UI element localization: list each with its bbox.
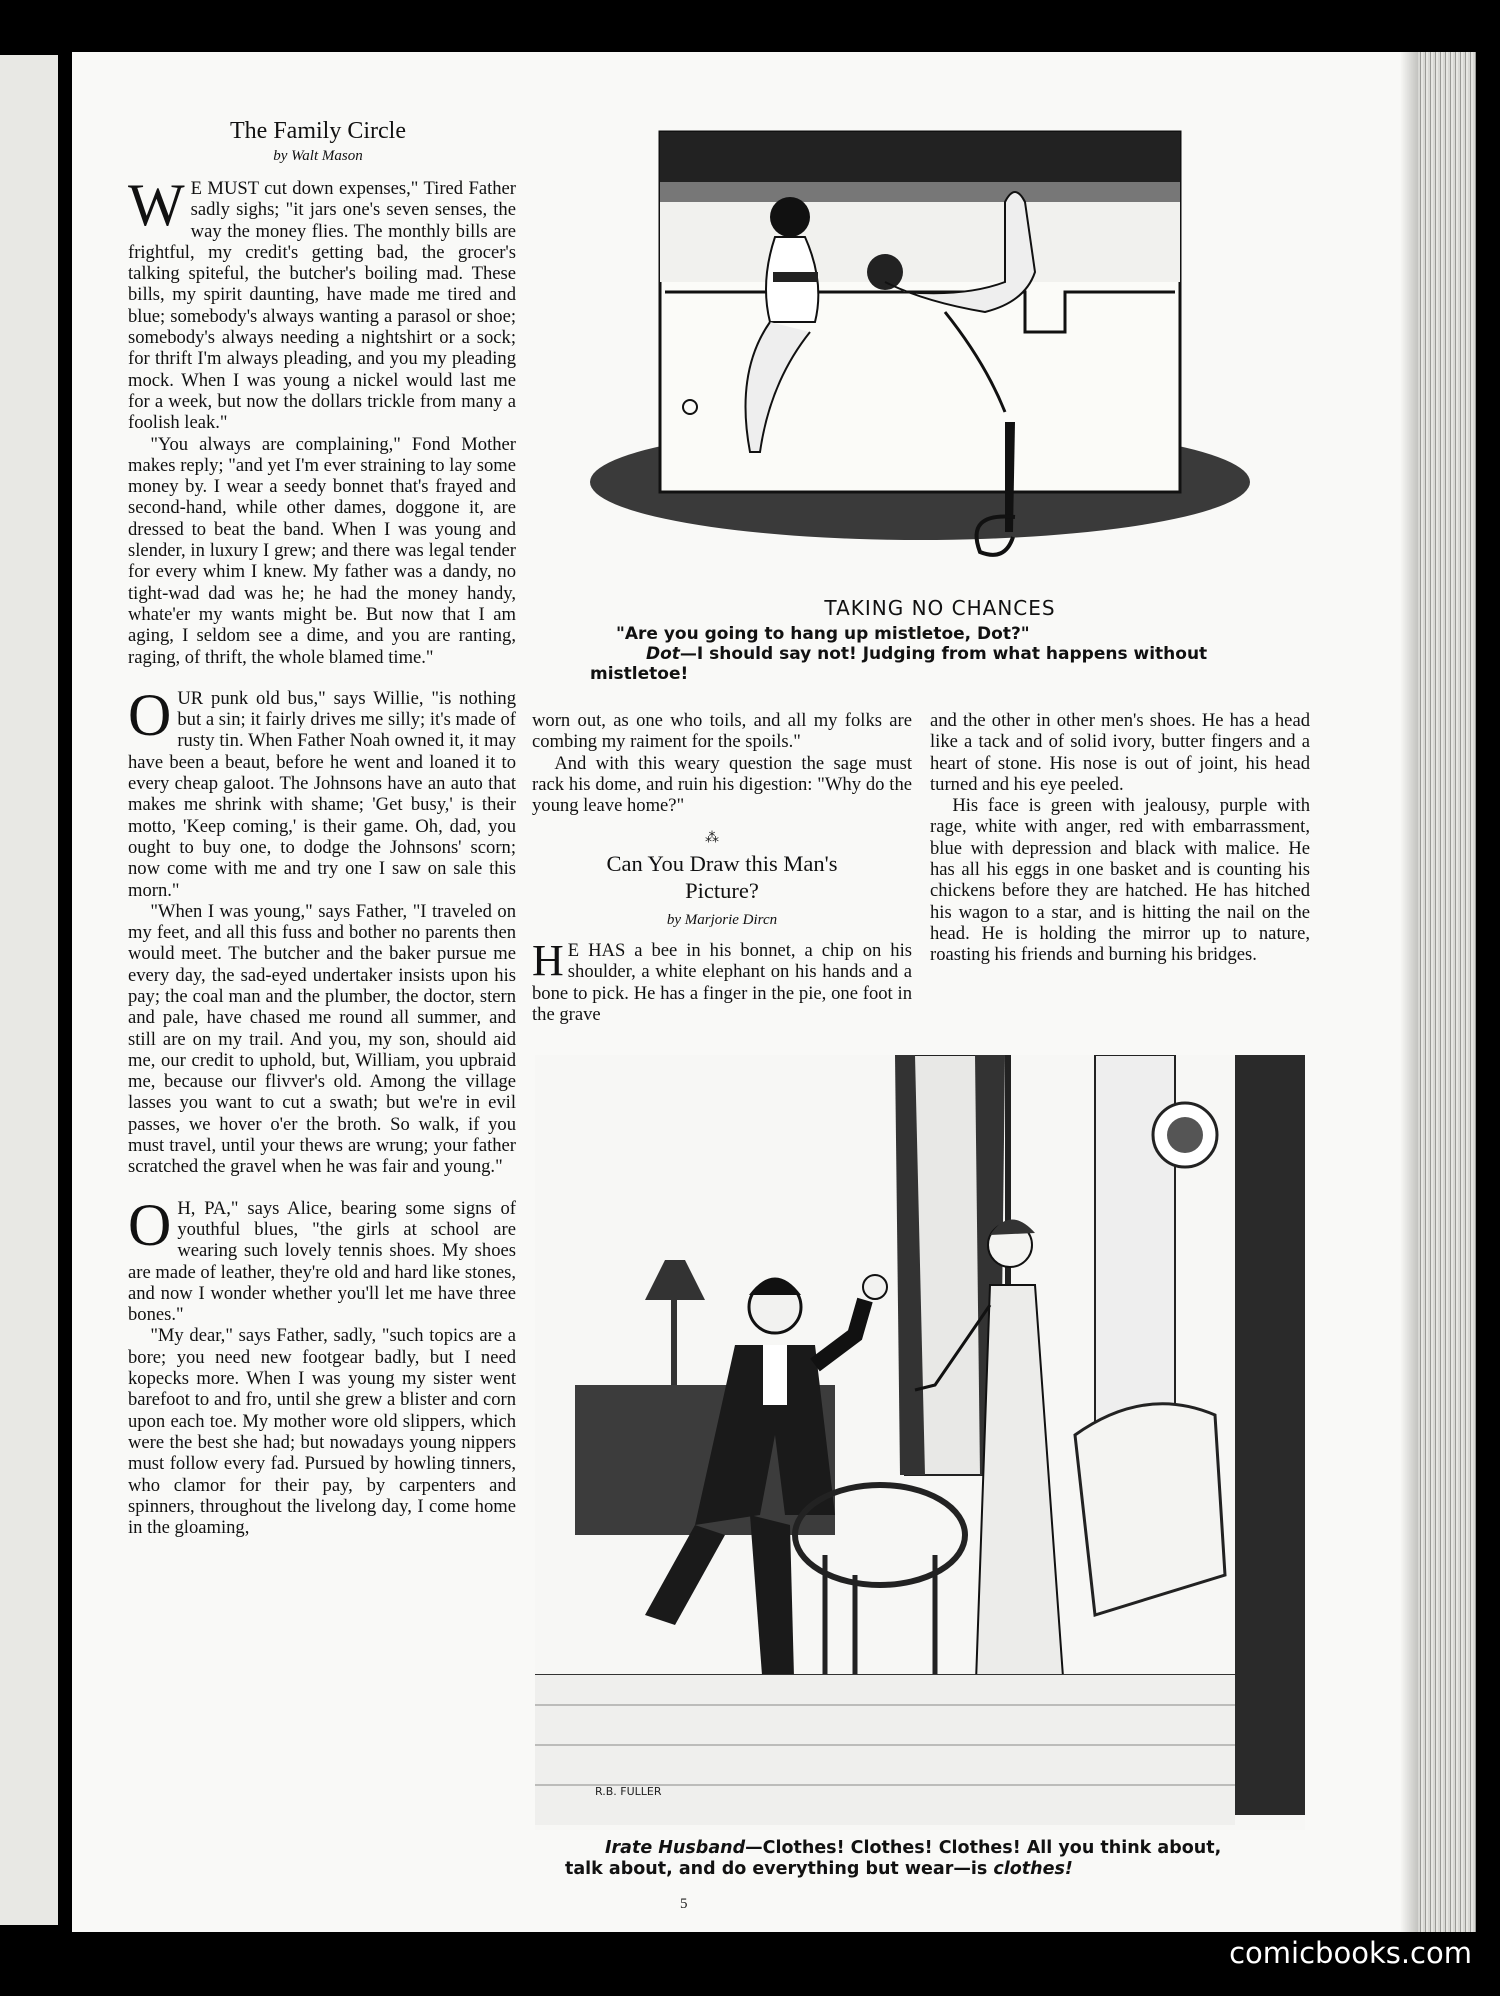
cartoon-caption-text bbox=[590, 624, 1270, 684]
paragraph: O H, PA," says Alice, bearing some signs of youthful blues, "the girls at school are wearing such lovely tennis shoes. My shoes are made of leather, they're old and hard like stones, and now I wonder whether you'll let me have three bones." bbox=[128, 1191, 516, 1326]
cartoon-illustration-irate-husband bbox=[535, 1055, 1305, 1830]
article-column-middle-lower bbox=[532, 936, 912, 1025]
speaker-name: Irate Husband bbox=[605, 1838, 746, 1858]
article-column-middle bbox=[532, 710, 912, 816]
facing-page-edge bbox=[0, 55, 58, 1925]
speaker-name: Dot bbox=[646, 644, 680, 664]
caption-line: "Are you going to hang up mistletoe, Dot?" bbox=[616, 624, 1030, 644]
drop-cap: O bbox=[128, 681, 172, 748]
paragraph: "You always are complaining," Fond Mother makes reply; "and yet I'm ever straining to lay some money by. I wear a seedy bonnet that's frayed and second-hand, while other dames, doggone it, are dressed to beat the band. When I was young and slender, in luxury I grew; and there was legal tender for every whim I knew. My father was a dandy, no tight-wad dad was he; he had the money handy, whate'er my wants might be. But now that I am aging, I seldom see a dime, and you are ranting, raging, of thrift, the whole blamed time." bbox=[128, 433, 516, 668]
article-title-family-circle: The Family Circle bbox=[230, 118, 406, 144]
article-byline-marjorie-dircn: by Marjorie Dircn bbox=[666, 912, 778, 928]
paragraph: "When I was young," says Father, "I traveled on my feet, and all this fuss and bother no parents then would meet. The butcher and the baker pursue me every day, the sad-eyed undertaker insists upon his pay; the coal man and the plumber, the doctor, stern and pale, have chased me round all summer, and still are on my trail. And you, my son, should aid me, our credit to uphold, but, William, you upbraid me, because our flivver's old. Among the village lasses you want to cut a swath; but we're in evil passes, we hover o'er the broth. So walk, if you must travel, until your thews are wrung; your father scratched the gravel when he was fair and young." bbox=[128, 900, 516, 1178]
page-curl-shadow bbox=[1400, 52, 1420, 1932]
cartoon-caption-title: TAKING NO CHANCES bbox=[824, 596, 1056, 620]
cartoon-illustration-mistletoe bbox=[585, 122, 1275, 582]
paragraph: His face is green with jealousy, purple with rage, white with anger, red with embarrassment, blue with depression and black with malice. He has all his eggs in one basket and is counting his chickens before they are hatched. He has hitched his wagon to a star, and is hitting the nail on the head. He is holding the mirror up to nature, roasting his friends and burning his bridges. bbox=[930, 795, 1310, 966]
article-column-left bbox=[128, 172, 516, 1539]
book-page-edges bbox=[1418, 52, 1476, 1932]
article-column-right bbox=[930, 710, 1310, 966]
drop-cap: W bbox=[128, 172, 185, 238]
cartoon-caption-irate-husband: Irate Husband—Clothes! Clothes! Clothes! All you think about, talk about, and do everything but wear—is clothes! bbox=[565, 1838, 1222, 1879]
caption-line: Dot—I should say not! Judging from what happens without mistletoe! bbox=[590, 644, 1208, 684]
drop-cap: H bbox=[532, 936, 564, 985]
paragraph: W E MUST cut down expenses," Tired Father sadly sighs; "it jars one's seven senses, the way the money flies. The monthly bills are frightful, my credit's getting bad, the grocer's talking spiteful, the butcher's boiling mad. These bills, my spirit daunting, have made me tired and blue; somebody's always wanting a parasol or shoe; somebody's always needing a nightshirt or a sock; for thrift I'm always pleading, and you my pleading mock. When I was young a nickel would last me for a week, but now the dollars trickle from many a foolish leak." bbox=[128, 172, 516, 434]
paragraph: OUR punk old bus," says Willie, "is nothing but a sin; it fairly drives me silly; it's made of rusty tin. When Father Noah owned it, it may have been a beaut, before he went and loaned it to every cheap galoot. The Johnsons have an auto that makes me shrink with shame; 'Get busy,' is their motto, 'Keep coming,' is their game. Oh, dad, you ought to buy one, to dodge the Johnsons' scorn; now come with me and try one I saw on sale this morn." bbox=[128, 681, 516, 901]
paragraph: and the other in other men's shoes. He has a head like a tack and of solid ivory, butter fingers and a heart of stone. His nose is out of joint, his head turned and his eye peeled. bbox=[930, 710, 1310, 795]
paragraph: And with this weary question the sage must rack his dome, and ruin his digestion: "Why do the young leave home?" bbox=[532, 752, 912, 817]
paragraph: "My dear," says Father, sadly, "such topics are a bore; you need new footgear badly, but I need kopecks more. When I was young my sister went barefoot to and fro, until she grew a blister and corn upon each toe. My mother wore old slippers, which were the best she had; but nowadays young nippers must follow every fad. Pursued by howling tinners, who clamor for their pay, by carpenters and spinners, throughout the livelong day, I come home in the gloaming, bbox=[128, 1325, 516, 1539]
paragraph: worn out, as one who toils, and all my folks are combing my raiment for the spoils." bbox=[532, 710, 912, 753]
article-byline-walt-mason: by Walt Mason bbox=[273, 148, 363, 164]
article-title-can-you-draw: Can You Draw this Man's Picture? bbox=[606, 851, 838, 903]
artist-signature: R.B. FULLER bbox=[595, 1785, 662, 1798]
paragraph: H E HAS a bee in his bonnet, a chip on his shoulder, a white elephant on his hands and a bone to pick. He has a finger in the pie, one foot in the grave bbox=[532, 936, 912, 1025]
page-number: 5 bbox=[680, 1896, 688, 1912]
drop-cap: O bbox=[128, 1191, 172, 1258]
section-ornament: ⁂ bbox=[705, 830, 719, 846]
site-watermark: comicbooks.com bbox=[1229, 1936, 1472, 1970]
